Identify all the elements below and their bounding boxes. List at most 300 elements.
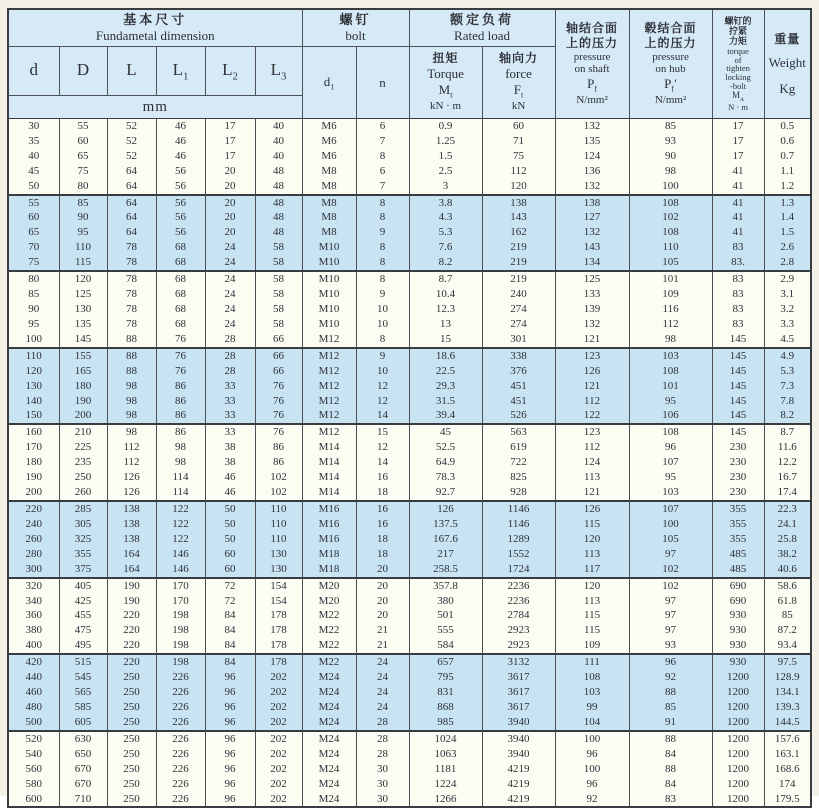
table-cell: 83 [712, 287, 764, 302]
table-cell: 4.5 [764, 332, 811, 348]
table-cell: 1200 [712, 715, 764, 731]
table-cell: 12.3 [409, 302, 482, 317]
table-cell: 105 [629, 532, 712, 547]
col-header-D: D [59, 47, 107, 96]
table-cell: 1.1 [764, 164, 811, 179]
table-cell: 113 [555, 594, 629, 609]
table-cell: 22.3 [764, 501, 811, 517]
table-cell: M14 [302, 455, 356, 470]
table-cell: 38.2 [764, 547, 811, 562]
table-cell: M12 [302, 379, 356, 394]
table-cell: 355 [712, 517, 764, 532]
table-cell: 86 [255, 455, 302, 470]
table-cell: 145 [712, 364, 764, 379]
table-cell: 100 [555, 762, 629, 777]
table-cell: 1146 [482, 501, 555, 517]
table-cell: 20 [356, 578, 409, 594]
fundamental-zh-label: 基本尺寸 [123, 12, 188, 28]
table-cell: 98 [629, 332, 712, 348]
table-cell: 112 [555, 440, 629, 455]
table-row [8, 777, 811, 792]
table-cell: 178 [255, 638, 302, 654]
col-header-d: d [8, 47, 59, 96]
table-cell: 132 [555, 179, 629, 195]
table-cell: 495 [59, 638, 107, 654]
table-cell: 170 [156, 578, 205, 594]
table-row [8, 594, 811, 609]
table-cell: 96 [205, 700, 255, 715]
table-cell: 7.3 [764, 379, 811, 394]
table-cell: 83 [629, 792, 712, 808]
table-cell: 68 [156, 240, 205, 255]
table-cell: 134 [555, 255, 629, 271]
table-cell: 584 [409, 638, 482, 654]
table-cell: 122 [555, 409, 629, 425]
table-cell: 220 [107, 638, 156, 654]
table-cell: 104 [555, 715, 629, 731]
table-cell: M22 [302, 609, 356, 624]
table-cell: 83 [712, 317, 764, 332]
table-cell: 14 [356, 409, 409, 425]
table-cell: 190 [8, 470, 59, 485]
table-cell: 2236 [482, 594, 555, 609]
table-cell: 56 [156, 211, 205, 226]
table-cell: 250 [107, 670, 156, 685]
table-cell: 5.3 [764, 364, 811, 379]
table-cell: 217 [409, 547, 482, 562]
table-row [8, 470, 811, 485]
table-cell: 68 [156, 317, 205, 332]
table-cell: 98 [107, 394, 156, 409]
table-cell: 52 [107, 119, 156, 134]
table-cell: 78 [107, 302, 156, 317]
table-cell: 20 [205, 225, 255, 240]
table-cell: 230 [712, 440, 764, 455]
table-cell: 2784 [482, 609, 555, 624]
table-cell: 64 [107, 164, 156, 179]
col-header-pressure-shaft: 轴结合面 上的压力 pressure on shaft $P_f$ N/mm² [555, 9, 629, 119]
table-cell: 670 [59, 777, 107, 792]
table-cell: 33 [205, 379, 255, 394]
table-cell: M24 [302, 715, 356, 731]
col-header-pressure-hub: 毂结合面 上的压力 pressure on hub $P_f'$ N/mm² [629, 9, 712, 119]
table-cell: 50 [205, 532, 255, 547]
table-cell: 109 [555, 638, 629, 654]
table-cell: 97.5 [764, 654, 811, 670]
table-cell: M24 [302, 685, 356, 700]
table-cell: 145 [712, 379, 764, 394]
table-cell: M8 [302, 225, 356, 240]
table-cell: 226 [156, 670, 205, 685]
table-cell: 1.5 [764, 225, 811, 240]
table-cell: 985 [409, 715, 482, 731]
table-cell: 154 [255, 578, 302, 594]
table-cell: M12 [302, 424, 356, 440]
table-cell: 126 [107, 485, 156, 501]
table-row [8, 609, 811, 624]
table-cell: 60 [8, 211, 59, 226]
table-cell: 112 [107, 440, 156, 455]
table-cell: 24 [205, 240, 255, 255]
table-cell: 110 [8, 348, 59, 364]
table-cell: 4.9 [764, 348, 811, 364]
fundamental-en-label: Fundametal dimension [95, 28, 215, 44]
table-cell: 480 [8, 700, 59, 715]
table-cell: 24 [205, 255, 255, 271]
table-cell: 48 [255, 164, 302, 179]
table-row [8, 501, 811, 517]
col-header-L2: $L_2$ [205, 47, 255, 96]
table-cell: 91 [629, 715, 712, 731]
table-cell: 355 [712, 532, 764, 547]
table-cell: 17 [712, 149, 764, 164]
table-row [8, 792, 811, 808]
table-cell: 78 [107, 317, 156, 332]
table-cell: M24 [302, 747, 356, 762]
table-cell: 1200 [712, 685, 764, 700]
table-cell: 831 [409, 685, 482, 700]
table-cell: 99 [555, 700, 629, 715]
table-cell: 145 [712, 332, 764, 348]
table-cell: 1.3 [764, 195, 811, 211]
table-cell: 58 [255, 271, 302, 287]
table-cell: 18.6 [409, 348, 482, 364]
table-cell: 60 [482, 119, 555, 134]
table-cell: 86 [156, 379, 205, 394]
table-header [8, 9, 811, 119]
table-cell: 605 [59, 715, 107, 731]
table-cell: 8.2 [764, 409, 811, 425]
table-cell: 868 [409, 700, 482, 715]
table-cell: 240 [482, 287, 555, 302]
table-cell: 41 [712, 211, 764, 226]
table-cell: 113 [555, 547, 629, 562]
table-cell: 134.1 [764, 685, 811, 700]
table-cell: 17 [205, 134, 255, 149]
table-cell: 440 [8, 670, 59, 685]
table-cell: 9 [356, 225, 409, 240]
table-cell: 40 [255, 149, 302, 164]
table-cell: 93 [629, 134, 712, 149]
table-cell: 12 [356, 379, 409, 394]
table-row [8, 715, 811, 731]
table-cell: 139 [555, 302, 629, 317]
table-cell: M6 [302, 149, 356, 164]
table-cell: 930 [712, 638, 764, 654]
table-cell: 8 [356, 211, 409, 226]
table-cell: 66 [255, 364, 302, 379]
table-cell: 86 [156, 409, 205, 425]
table-cell: 0.7 [764, 149, 811, 164]
table-cell: 101 [629, 271, 712, 287]
table-cell: 168.6 [764, 762, 811, 777]
table-cell: 55 [59, 119, 107, 134]
table-row [8, 119, 811, 134]
table-cell: 41 [712, 225, 764, 240]
table-cell: 301 [482, 332, 555, 348]
table-cell: 226 [156, 762, 205, 777]
table-cell: 126 [555, 364, 629, 379]
table-cell: 112 [629, 317, 712, 332]
table-cell: 16.7 [764, 470, 811, 485]
header-bolt [302, 9, 409, 47]
table-cell: 7.8 [764, 394, 811, 409]
table-cell: M12 [302, 394, 356, 409]
table-row [8, 271, 811, 287]
table-cell: 60 [59, 134, 107, 149]
spec-table [7, 8, 812, 808]
table-cell: M24 [302, 792, 356, 808]
table-cell: 64.9 [409, 455, 482, 470]
table-cell: 0.9 [409, 119, 482, 134]
table-cell: 138 [107, 517, 156, 532]
table-cell: 11.6 [764, 440, 811, 455]
table-cell: 24.1 [764, 517, 811, 532]
table-cell: 180 [59, 379, 107, 394]
table-cell: 114 [156, 470, 205, 485]
table-cell: 455 [59, 609, 107, 624]
table-cell: 93.4 [764, 638, 811, 654]
table-cell: 1200 [712, 762, 764, 777]
table-cell: 1724 [482, 562, 555, 578]
table-cell: 0.6 [764, 134, 811, 149]
table-cell: M8 [302, 164, 356, 179]
table-cell: 96 [205, 731, 255, 747]
table-cell: 88 [629, 762, 712, 777]
table-row [8, 179, 811, 195]
col-header-n: n [356, 47, 409, 119]
table-cell: 86 [156, 394, 205, 409]
table-cell: 10 [356, 317, 409, 332]
table-cell: 7.6 [409, 240, 482, 255]
table-cell: 10 [356, 364, 409, 379]
table-cell: 90 [8, 302, 59, 317]
table-cell: 121 [555, 379, 629, 394]
table-cell: 1266 [409, 792, 482, 808]
table-cell: 3940 [482, 715, 555, 731]
col-header-torque: 扭矩 Torque $M_t$ kN · m [409, 47, 482, 119]
table-cell: 3.8 [409, 195, 482, 211]
table-cell: 154 [255, 594, 302, 609]
table-cell: 18 [356, 485, 409, 501]
table-cell: 96 [629, 654, 712, 670]
table-cell: 60 [205, 547, 255, 562]
table-cell: 565 [59, 685, 107, 700]
table-cell: 85 [764, 609, 811, 624]
table-cell: 202 [255, 685, 302, 700]
table-cell: 61.8 [764, 594, 811, 609]
table-cell: M12 [302, 332, 356, 348]
table-cell: 20 [205, 179, 255, 195]
table-cell: 85 [8, 287, 59, 302]
table-cell: 163.1 [764, 747, 811, 762]
table-cell: 96 [555, 777, 629, 792]
table-cell: M16 [302, 517, 356, 532]
table-cell: 357.8 [409, 578, 482, 594]
table-cell: 58 [255, 240, 302, 255]
table-cell: 138 [107, 501, 156, 517]
table-cell: 165 [59, 364, 107, 379]
table-cell: 132 [555, 225, 629, 240]
table-cell: 1289 [482, 532, 555, 547]
table-cell: 48 [255, 179, 302, 195]
table-cell: 220 [107, 609, 156, 624]
table-cell: 145 [712, 409, 764, 425]
table-cell: 28 [356, 731, 409, 747]
table-cell: 98 [156, 440, 205, 455]
table-cell: 35 [8, 134, 59, 149]
table-cell: 138 [482, 195, 555, 211]
table-cell: M12 [302, 348, 356, 364]
table-cell: 30 [8, 119, 59, 134]
table-cell: 78 [107, 240, 156, 255]
table-cell: 526 [482, 409, 555, 425]
table-cell: 1181 [409, 762, 482, 777]
table-cell: 226 [156, 685, 205, 700]
table-cell: 4219 [482, 762, 555, 777]
table-row [8, 747, 811, 762]
table-body [8, 119, 811, 808]
table-cell: 130 [255, 562, 302, 578]
table-cell: 97 [629, 623, 712, 638]
table-cell: 150 [8, 409, 59, 425]
table-cell: 380 [8, 623, 59, 638]
table-cell: 670 [59, 762, 107, 777]
table-cell: 540 [8, 747, 59, 762]
table-cell: 115 [59, 255, 107, 271]
table-cell: 120 [555, 578, 629, 594]
table-cell: 12 [356, 440, 409, 455]
table-cell: 93 [629, 638, 712, 654]
table-cell: 202 [255, 670, 302, 685]
table-cell: M8 [302, 195, 356, 211]
table-cell: 58 [255, 317, 302, 332]
table-cell: 68 [156, 271, 205, 287]
table-cell: 33 [205, 424, 255, 440]
table-cell: 235 [59, 455, 107, 470]
col-header-L: L [107, 47, 156, 96]
table-cell: M18 [302, 547, 356, 562]
table-cell: 164 [107, 547, 156, 562]
table-cell: 88 [107, 348, 156, 364]
table-cell: 48 [255, 195, 302, 211]
table-cell: M24 [302, 762, 356, 777]
table-cell: 164 [107, 562, 156, 578]
table-cell: 250 [59, 470, 107, 485]
table-cell: 95 [59, 225, 107, 240]
table-cell: 97 [629, 547, 712, 562]
table-cell: 64 [107, 179, 156, 195]
table-cell: 58 [255, 302, 302, 317]
table-cell: 45 [8, 164, 59, 179]
table-cell: M10 [302, 255, 356, 271]
table-cell: 210 [59, 424, 107, 440]
table-cell: 8 [356, 240, 409, 255]
table-cell: 260 [59, 485, 107, 501]
table-cell: 501 [409, 609, 482, 624]
table-cell: 66 [255, 332, 302, 348]
table-cell: 33 [205, 409, 255, 425]
table-cell: 40 [255, 134, 302, 149]
table-cell: 3132 [482, 654, 555, 670]
table-cell: 250 [107, 715, 156, 731]
table-cell: 107 [629, 501, 712, 517]
table-cell: 174 [764, 777, 811, 792]
table-cell: 20 [356, 562, 409, 578]
col-header-weight: 重量 Weight Kg [764, 9, 811, 119]
table-cell: 220 [107, 654, 156, 670]
table-cell: 4.3 [409, 211, 482, 226]
table-cell: M14 [302, 440, 356, 455]
table-cell: 825 [482, 470, 555, 485]
table-cell: 135 [555, 134, 629, 149]
table-cell: 146 [156, 562, 205, 578]
table-cell: 355 [59, 547, 107, 562]
table-cell: 84 [629, 747, 712, 762]
table-cell: 260 [8, 532, 59, 547]
table-cell: 92 [629, 670, 712, 685]
table-cell: 124 [555, 455, 629, 470]
table-row [8, 394, 811, 409]
table-cell: 3.3 [764, 317, 811, 332]
table-cell: 126 [555, 501, 629, 517]
table-cell: 85 [59, 195, 107, 211]
table-cell: 76 [156, 364, 205, 379]
table-cell: 8 [356, 255, 409, 271]
table-cell: 560 [8, 762, 59, 777]
table-cell: 250 [107, 777, 156, 792]
table-cell: 545 [59, 670, 107, 685]
table-cell: 619 [482, 440, 555, 455]
table-row [8, 424, 811, 440]
table-row [8, 623, 811, 638]
table-cell: 9 [356, 287, 409, 302]
table-cell: 97 [629, 609, 712, 624]
table-cell: 96 [205, 670, 255, 685]
table-cell: 230 [712, 470, 764, 485]
table-cell: 24 [356, 654, 409, 670]
table-cell: 16 [356, 517, 409, 532]
table-cell: 29.3 [409, 379, 482, 394]
table-cell: 219 [482, 255, 555, 271]
table-cell: 18 [356, 532, 409, 547]
table-cell: 250 [107, 762, 156, 777]
table-row [8, 364, 811, 379]
table-cell: 515 [59, 654, 107, 670]
table-cell: 795 [409, 670, 482, 685]
table-cell: 24 [356, 670, 409, 685]
table-cell: 110 [255, 532, 302, 547]
table-cell: 56 [156, 179, 205, 195]
table-cell: 28 [356, 715, 409, 731]
table-cell: 1200 [712, 700, 764, 715]
table-cell: 136 [555, 164, 629, 179]
table-cell: 145 [712, 348, 764, 364]
table-cell: 320 [8, 578, 59, 594]
table-cell: 420 [8, 654, 59, 670]
table-cell: 108 [629, 424, 712, 440]
table-cell: 13 [409, 317, 482, 332]
table-cell: 3 [409, 179, 482, 195]
table-cell: 138 [555, 195, 629, 211]
table-cell: 96 [205, 762, 255, 777]
table-cell: 179.5 [764, 792, 811, 808]
table-cell: 21 [356, 638, 409, 654]
table-cell: 200 [59, 409, 107, 425]
table-cell: M20 [302, 578, 356, 594]
table-cell: 17 [205, 119, 255, 134]
table-cell: 126 [107, 470, 156, 485]
